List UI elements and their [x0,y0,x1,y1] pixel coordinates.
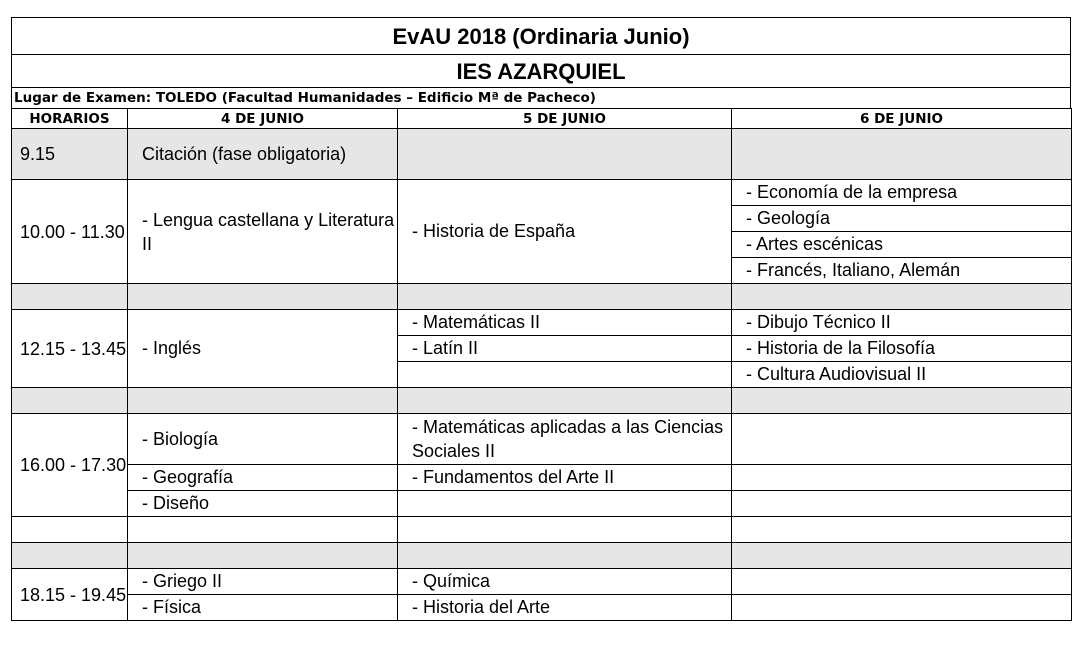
empty-cell [398,129,732,180]
table-row [12,129,1072,180]
col-header-horarios: HORARIOS [12,109,128,129]
exam-cell: - Matemáticas aplicadas a las Ciencias Sociales II [398,414,732,465]
header-row [12,109,1072,129]
time-cell: 18.15 - 19.45 [12,569,128,621]
exam-cell: - Historia del Arte [398,595,732,621]
spacer-row [12,543,1072,569]
time-cell: 12.15 - 13.45 [12,310,128,388]
exam-schedule [11,17,1071,639]
spacer-row [12,517,1072,543]
table-row [12,491,1072,517]
spacer-row [12,388,1072,414]
table-row [12,465,1072,491]
col-header-day3: 6 DE JUNIO [732,109,1072,129]
exam-location: Lugar de Examen: TOLEDO (Facultad Humanidades – Edificio Mª de Pacheco) [11,87,1071,109]
exam-cell: - Griego II [128,569,398,595]
exam-cell: Citación (fase obligatoria) [128,129,398,180]
exam-cell: - Historia de la Filosofía [732,336,1072,362]
exam-cell: - Matemáticas II [398,310,732,336]
time-cell: 9.15 [12,129,128,180]
table-row [12,569,1072,595]
exam-cell: - Latín II [398,336,732,362]
time-cell: 10.00 - 11.30 [12,180,128,284]
time-cell: 16.00 - 17.30 [12,414,128,517]
exam-cell: - Inglés [128,310,398,388]
table-row [12,595,1072,621]
table-row [12,414,1072,465]
schedule-table [11,108,1072,621]
exam-cell: - Dibujo Técnico II [732,310,1072,336]
exam-cell: - Física [128,595,398,621]
exam-cell: - Lengua castellana y Literatura II [128,180,398,284]
exam-cell: - Química [398,569,732,595]
spacer-row [12,284,1072,310]
exam-cell: - Artes escénicas [732,232,1072,258]
table-row [12,180,1072,206]
exam-cell: - Biología [128,414,398,465]
exam-cell: - Geología [732,206,1072,232]
exam-cell: - Geografía [128,465,398,491]
col-header-day1: 4 DE JUNIO [128,109,398,129]
exam-cell: - Cultura Audiovisual II [732,362,1072,388]
exam-cell: - Fundamentos del Arte II [398,465,732,491]
empty-cell [732,129,1072,180]
exam-cell: - Diseño [128,491,398,517]
col-header-day2: 5 DE JUNIO [398,109,732,129]
schedule-title: EvAU 2018 (Ordinaria Junio) [11,17,1071,55]
school-name: IES AZARQUIEL [11,54,1071,88]
exam-cell: - Historia de España [398,180,732,284]
table-row [12,310,1072,336]
exam-cell: - Francés, Italiano, Alemán [732,258,1072,284]
exam-cell: - Economía de la empresa [732,180,1072,206]
